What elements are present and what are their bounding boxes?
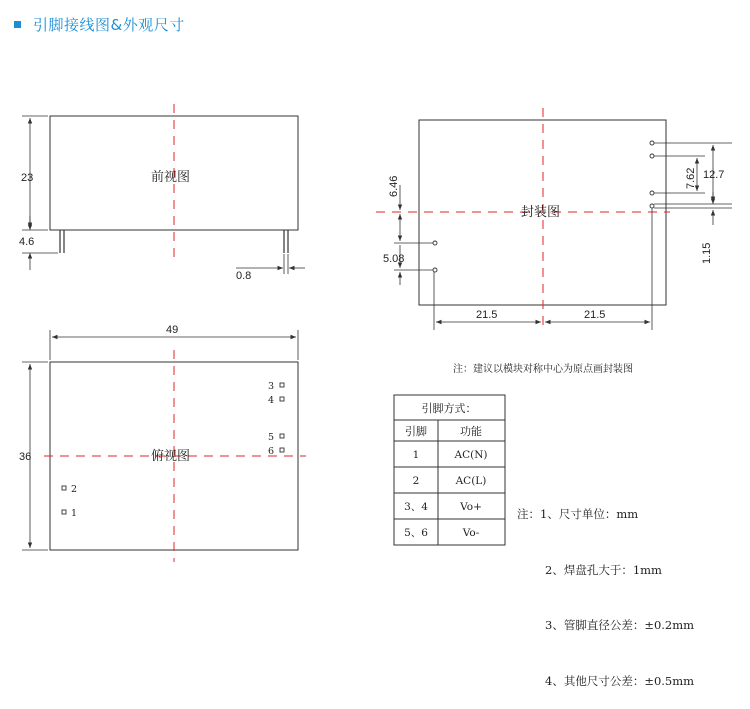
pin-label-3: 3 — [268, 381, 275, 392]
pin-1-square — [62, 510, 66, 514]
footprint-pin-6 — [650, 204, 654, 208]
footprint-pin-2 — [433, 241, 437, 245]
pin-table-row-pin: 3、4 — [404, 501, 428, 513]
front-view — [22, 104, 305, 274]
pin-label-1: 1 — [71, 508, 78, 519]
pin-label-6: 6 — [268, 446, 275, 457]
front-dim-height: 23 — [21, 172, 34, 184]
top-dim-width: 49 — [166, 324, 179, 336]
top-dim-height: 36 — [19, 451, 32, 463]
notes-prefix: 注： — [517, 507, 540, 521]
pin-label-2: 2 — [71, 484, 78, 495]
pin-table-row-func: Vo+ — [460, 501, 482, 513]
fp-dim-half-right: 21.5 — [584, 309, 606, 321]
pin-3-square — [280, 383, 284, 387]
pin-6-square — [280, 448, 284, 452]
fp-dim-right-span: 12.7 — [703, 169, 725, 181]
footprint-note: 注：建议以模块对称中心为原点画封装图 — [453, 364, 633, 375]
footprint-label: 封装图 — [521, 205, 561, 220]
fp-dim-upper-left: 6.46 — [388, 175, 400, 197]
fp-dim-offset: 1.15 — [701, 242, 713, 264]
pin-table-row-func: AC(L) — [455, 475, 487, 487]
top-view-label: 俯视图 — [151, 449, 191, 464]
top-view — [22, 330, 306, 562]
pin-table-header-pin: 引脚 — [405, 425, 427, 438]
pin-5-square — [280, 434, 284, 438]
pin-table-row-pin: 1 — [412, 449, 420, 461]
footprint-pin-4 — [650, 154, 654, 158]
front-dim-pin-length: 4.6 — [19, 236, 35, 248]
pin-label-4: 4 — [268, 395, 275, 406]
front-view-label: 前视图 — [151, 170, 191, 185]
fp-dim-half-left: 21.5 — [476, 309, 498, 321]
footprint-pin-1 — [433, 268, 437, 272]
fp-dim-pin-spacing: 7.62 — [685, 167, 697, 189]
pin-table-row-func: Vo- — [462, 527, 480, 539]
pin-table-header-func: 功能 — [460, 425, 482, 438]
pin-table-row-pin: 5、6 — [404, 527, 428, 539]
note-line: 2、焊盘孔大于：1mm — [545, 562, 662, 577]
notes-block — [517, 468, 694, 709]
footprint-pin-3 — [650, 141, 654, 145]
note-line: 注：1、尺寸单位：mm — [517, 507, 639, 521]
pin-2-square — [62, 486, 66, 490]
pin-table-row-pin: 2 — [412, 475, 420, 487]
fp-dim-lower-left: 5.08 — [383, 253, 405, 265]
section-title: 引脚接线图&外观尺寸 — [33, 15, 185, 34]
pin-label-5: 5 — [268, 432, 275, 443]
footprint-pin-5 — [650, 191, 654, 195]
pin-table — [394, 395, 505, 545]
front-dim-pin-width: 0.8 — [236, 270, 252, 282]
note-line: 3、管脚直径公差：±0.2mm — [545, 618, 695, 632]
pin-4-square — [280, 397, 284, 401]
pin-table-title: 引脚方式： — [421, 402, 477, 415]
pin-table-row-func: AC(N) — [454, 449, 488, 461]
note-line: 4、其他尺寸公差：±0.5mm — [545, 673, 695, 688]
